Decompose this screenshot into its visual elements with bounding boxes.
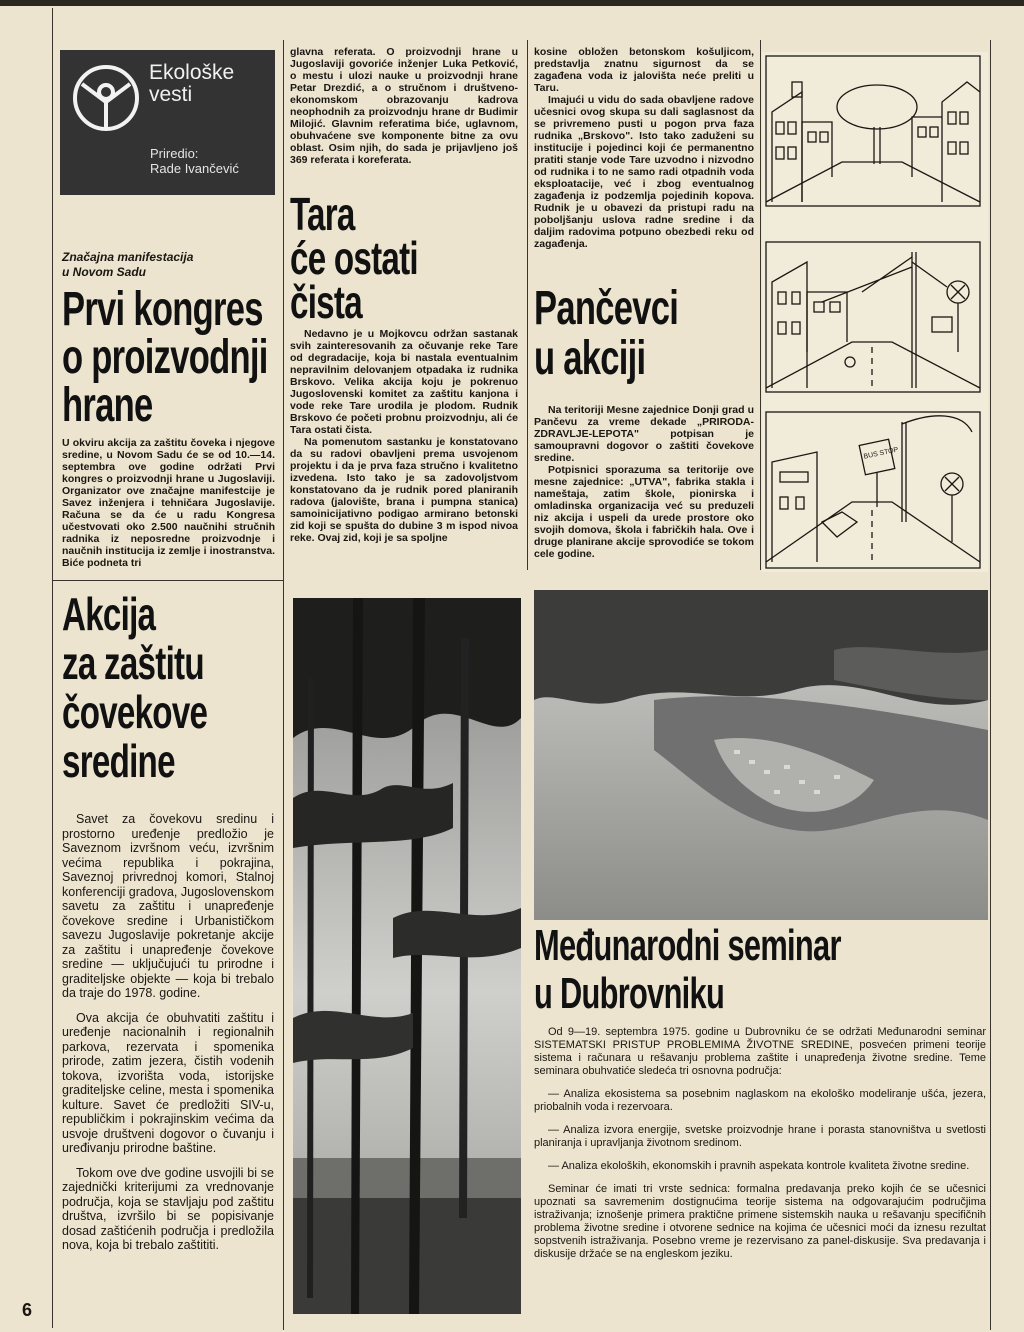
street-illustration <box>762 52 988 572</box>
column-rule-3 <box>760 40 761 570</box>
top-border <box>0 0 1024 6</box>
column-rule-2 <box>527 40 528 570</box>
article1-headline: Prvi kongres o proizvodnji hrane <box>62 283 268 432</box>
article3-body: Na teritoriji Mesne zajednice Donji grad u Pančevu za vreme dekade „PRIRODA-ZDRAVLJE-LEPOTA" potpisan je samoupravni dogovor o zaštiti čovekove sredine. Potpisnici sporazuma sa teritorije ove mesne zajednice: „UTVA", fabrika stakla i nameštaja, zatim škole, pionirska i omladinska organizacija već su preduzeli niz akcija i uspeli da urede prostore oko svojih domova, škola i fabričkih hala. Ove i druge planirane akcije sprovodiće se tokom cele godine. <box>534 404 754 560</box>
column-rule-1 <box>283 40 284 1330</box>
article3-headline: Pančevci u akciji <box>534 282 679 385</box>
article2-continuation: kosine obložen betonskom košuljicom, predstavlja znatnu sigurnost da se zagađena voda iz jalovišta neće preliti u Taru. Imajući u vidu do sada obavljene radove učesnici ovog skupa su dali saglasnost da se privremeno pusti u pogon prva faza rudnika „Brskovo". Isto tako zaduženi su institucije i pojedinci koji će permanentno pratiti stanje vode Tare uzvodno i nizvodno od rudnika i to ne samo radi otpadnih voda eksploatacije, već i zbog eventualnog zagađenja iz podzemlja pojedinih kopova. Rudnik je u obavezi da pristupi radu na poboljšanju uslova radne sredine i da daljim radovima potpuno obezbedi reku od zagađenja. <box>534 46 754 250</box>
eco-logo-icon <box>70 62 142 134</box>
article2-body: Nedavno je u Mojkovcu održan sastanak svih zainteresovanih za očuvanje reke Tare od degradacije, koja bi nastala eventualnim nepravilnim delovanjem otpadaka iz rudnika Brskovo. Velika akcija koju je pokrenuo Jugoslovenski komitet za zaštitu kanjona i vode reke Tare urodila je plodom. Rudnik Brskovo će početi probnu proizvodnju, ali će Tara ostati čista. Na pomenutom sastanku je konstatovano da su radovi obavljeni prema usvojenom projektu i da je prva faza stručno i kvalitetno izvedena. Isto tako je sa zadovoljstvom konstatovano da je rudnik pored planiranih radova (jalovište, brana i pumpna stanica) samoinicijativno podigao armirano betonski zid koji se spušta do dubine 3 m ispod nivoa reke. Ovaj zid, koji je sa spoljne <box>290 328 518 544</box>
page-number: 6 <box>22 1300 33 1320</box>
article2-headline: Tara će ostati čista <box>290 188 418 328</box>
article1-kicker: Značajna manifestacija u Novom Sadu <box>62 250 194 279</box>
article4-body: Savet za čovekovu sredinu i prostorno uređenje predložio je Saveznom izvršnom veću, izvršnim većima republika i pokrajina, Saveznoj privrednoj komori, Stalnoj konferenciji gradova, Jugoslovenskom savetu za zaštitu i unapređenje čovekove sredine i Urbanističkom savezu Jugoslavije pokretanje akcije za zaštitu i unapređenje čovekove sredine — uključujući tu prirodne i graditeljske objekte — koja bi trebalo da traje do 1978. godine. Ova akcija će obuhvatiti zaštitu i uređenje nacionalnih i regionalnih parkova, rezervata i spomenika prirode, zatim jezera, čistih vodenih tokova, izvorišta voda, istorijske graditeljske celine, mesta i spomenika kulture. Savet će predložiti SIV-u, republičkim i pokrajinskim većima da usvoje društveni dogovor o čuvanju i uređivanju prirodne baštine. Tokom ove dve godine usvojili bi se zajednički kriterijumi za vrednovanje područja, koja se stavljaju pod zaštitu društva, izvršilo bi se popisivanje dosad zaštićenih područja i predložila nova, koja bi trebalo zaštititi. <box>62 812 274 1252</box>
section-rule-left <box>53 580 283 581</box>
article1-continuation: glavna referata. O proizvodnji hrane u Jugoslaviji govoriće inženjer Luka Petković, o mestu i ulozi nauke u proizvodnji hrane Petar Drezdić, a o stručnom i društveno-ekonomskom obrazovanju kadrova neophodnih za proizvodnju hrane dr Budimir Milojić. Glavnim referatima biće, uglavnom, obuhvaćene sve komponente bitne za ovu oblast. Osim njih, do sada je prijavljeno još 369 referata i koreferata. <box>290 46 518 166</box>
article5-headline: Međunarodni seminar u Dubrovniku <box>534 921 841 1018</box>
article5-body: Od 9—19. septembra 1975. godine u Dubrovniku će se održati Međunarodni seminar SISTEMATSKI PRISTUP PROBLEMIMA ŽIVOTNE SREDINE, posvećen primeni teorije sistema i računara u rešavanju problema zaštite i unapređenja životne sredine. Teme seminara obuhvatiće sledeća tri osnovna područja: — Analiza ekosistema sa posebnim naglaskom na ekološko modeliranje ušća, jezera, priobalnih voda i rezervoara. — Analiza izvora energije, svetske proizvodnje hrane i porasta stanovništva u svetlosti planiranja i upravljanja životnom sredinom. — Analiza ekoloških, ekonomskih i pravnih aspekata kontrole kvaliteta životne sredine. Seminar će imati tri vrste sednica: formalna predavanja preko kojih će se učesnici upoznati sa savremenim dostignućima teorije sistema na odgovarajućim područjima istraživanja; iznošenje primera praktične primene sistemskih nauka u rešavanju specifičnih problema životne sredine i otvorene sednice na kojima će učesnici moći da iznesu rezultat sopstvenih istraživanja. Posebno vreme je rezervisano za panel-diskusije. Sva predavanja i diskusije držaće se na engleskom jeziku. <box>534 1026 986 1260</box>
article1-body: U okviru akcija za zaštitu čoveka i njegove sredine, u Novom Sadu će se od 10.—14. septembra ove godine održati Prvi kongres o proizvodnji hrane u Jugoslaviji. Organizator ove značajne manifestcije je Savez inženjera i tehničara Jugoslavije. Računa se da će u radu Kongresa učestvovati oko 2.500 naučnihi stručnih radnika iz neposredne proizvodnje i naučnih institucija iz zemlje i inostranstva. Biće podneta tri <box>62 437 275 569</box>
article4-headline: Akcija za zaštitu čovekove sredine <box>62 588 208 787</box>
section-editor: Priredio: Rade Ivančević <box>150 146 239 176</box>
section-header-box <box>60 50 275 195</box>
column-rule-right <box>990 40 991 1330</box>
pine-trees-photo <box>293 598 521 1314</box>
bus-stop-sign-text: BUS STOP <box>863 446 900 461</box>
column-rule-left <box>52 8 53 1328</box>
section-title: Ekološke vesti <box>149 61 235 106</box>
dubrovnik-aerial-photo <box>534 590 988 920</box>
